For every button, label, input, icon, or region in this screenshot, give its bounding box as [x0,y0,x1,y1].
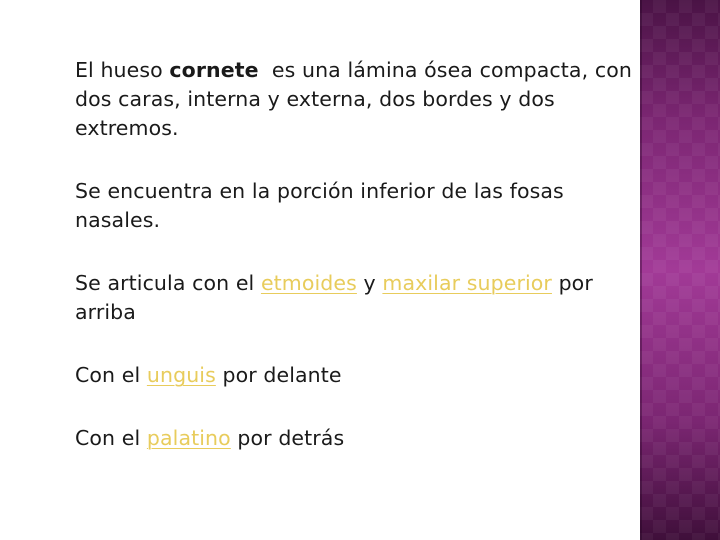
slide-body [75,56,639,487]
link-etmoides[interactable]: etmoides [260,271,357,295]
paragraph-cornete-description [75,56,639,143]
paragraph-articulation-posterior [75,424,635,453]
link-palatino[interactable]: palatino [146,426,231,450]
text-segment: Con el [75,363,147,387]
text-segment: Se articula con el [75,271,261,295]
text-segment: por arriba [75,271,593,324]
text-segment: es una lámina ósea compacta, con dos caras, interna y externa, dos bordes y dos extremos. [75,58,639,140]
panel-edge [640,0,642,540]
paragraph-location [75,177,635,235]
text-segment: El hueso [75,58,170,82]
text-segment: por delante [215,363,342,387]
text-segment: Se encuentra en la porción inferior de las fosas nasales. [75,179,564,232]
paragraph-articulation-superior [75,269,635,327]
link-unguis[interactable]: unguis [146,363,216,387]
text-segment: Con el [75,426,147,450]
paragraph-articulation-anterior [75,361,635,390]
text-segment: por detrás [230,426,345,450]
decorative-side-panel [640,0,720,540]
text-segment: y [356,271,383,295]
link-maxilar-superior[interactable]: maxilar superior [382,271,552,295]
term-cornete: cornete [169,58,259,82]
